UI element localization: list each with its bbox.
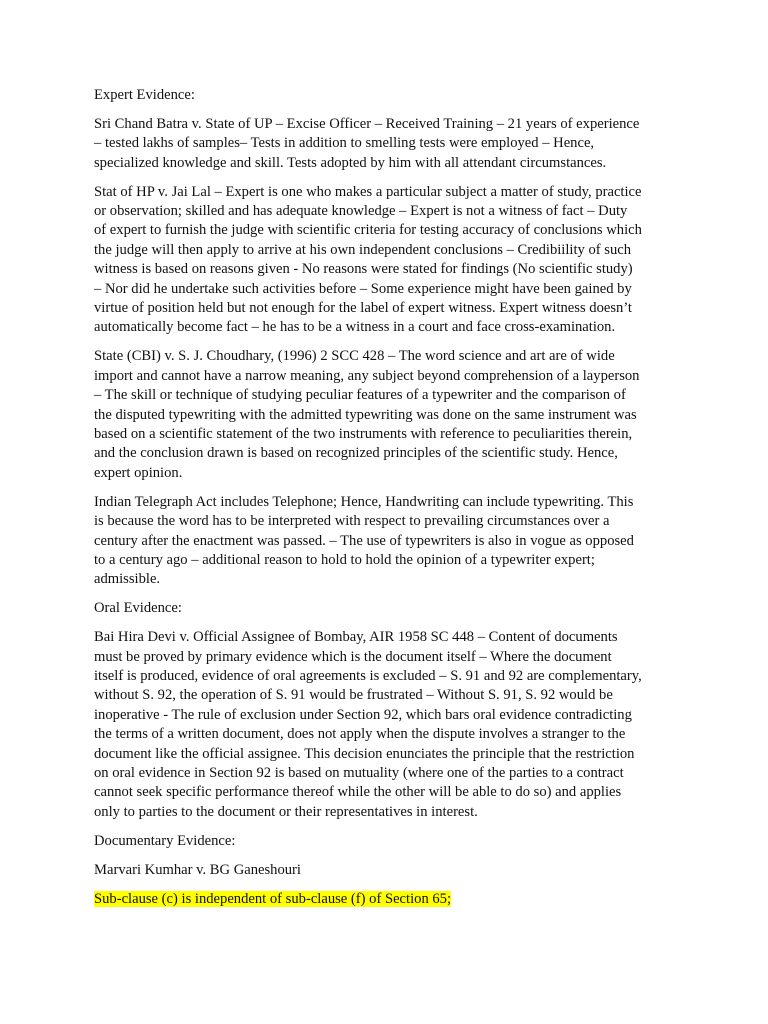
text-line: Expert Evidence:: [94, 87, 195, 103]
text-line: the judge will then apply to arrive at his own independent conclusions – Credibiility of such: [94, 241, 632, 258]
text-line: itself is produced, evidence of oral agreements is excluded – S. 91 and 92 are complementary,: [94, 667, 642, 684]
text-line: – Nor did he undertake such activities before – Some experience might have been gained by: [94, 280, 632, 297]
text-line: import and cannot have a narrow meaning, any subject beyond comprehension of a layperson: [94, 367, 640, 384]
text-line: Bai Hira Devi v. Official Assignee of Bombay, AIR 1958 SC 448 – Content of documents: [94, 629, 618, 646]
text-line: must be proved by primary evidence which is the document itself – Where the document: [94, 648, 612, 665]
text-line: automatically become fact – he has to be a witness in a court and face cross-examination.: [94, 319, 616, 336]
para-state-cbi-choudhary: [94, 347, 684, 483]
document-page: [94, 86, 684, 918]
text-line: specialized knowledge and skill. Tests adopted by him with all attendant circumstances.: [94, 154, 607, 171]
text-line: Documentary Evidence:: [94, 832, 236, 849]
text-line: is because the word has to be interpreted with respect to prevailing circumstances over a: [94, 513, 610, 530]
text-line: century after the enactment was passed. – The use of typewriters is also in vogue as opposed: [94, 532, 634, 549]
text-line: to a century ago – additional reason to hold to hold the opinion of a typewriter expert;: [94, 551, 595, 568]
text-line: [94, 890, 684, 909]
para-bai-hira-devi: [94, 628, 684, 822]
text-line: Sri Chand Batra v. State of UP – Excise Officer – Received Training – 21 years of experience: [94, 115, 640, 132]
text-line: without S. 92, the operation of S. 91 would be frustrated – Without S. 91, S. 92 would be: [94, 687, 613, 704]
text-line: Oral Evidence:: [94, 600, 182, 617]
text-line: cannot seek specific performance thereof while the other will be able to do so) and applies: [94, 784, 622, 801]
text-line: or observation; skilled and has adequate knowledge – Expert is not a witness of fact – Duty: [94, 203, 628, 220]
para-stat-of-hp-jai-lal: [94, 183, 684, 338]
text-line: document like the official assignee. This decision enunciates the principle that the restriction: [94, 745, 635, 762]
text-line: and the conclusion drawn is based on recognized principles of the scientific study. Hence,: [94, 445, 618, 462]
para-sri-chand-batra: [94, 115, 684, 173]
text-line: Stat of HP v. Jai Lal – Expert is one who makes a particular subject a matter of study, practice: [94, 183, 642, 200]
highlighted-text: Sub-clause (c) is independent of sub-clause (f) of Section 65;: [94, 890, 452, 907]
text-line: only to parties to the document or their representatives in interest.: [94, 803, 478, 820]
text-line: State (CBI) v. S. J. Choudhary, (1996) 2 SCC 428 – The word science and art are of wide: [94, 348, 615, 365]
heading-expert-evidence: [94, 86, 684, 105]
text-line: admissible.: [94, 571, 161, 588]
text-line: the terms of a written document, does not apply when the dispute involves a stranger to the: [94, 726, 626, 743]
heading-documentary-evidence: [94, 832, 684, 851]
para-marvari-kumhar: [94, 861, 684, 880]
text-line: on oral evidence in Section 92 is based on mutuality (where one of the parties to a contract: [94, 765, 624, 781]
text-line: inoperative - The rule of exclusion under Section 92, which bars oral evidence contradicting: [94, 706, 632, 723]
text-line: expert opinion.: [94, 464, 183, 481]
text-line: Marvari Kumhar v. BG Ganeshouri: [94, 861, 301, 878]
text-line: – The skill or technique of studying peculiar features of a typewriter and the comparison of: [94, 387, 626, 404]
para-sub-clause-highlighted: [94, 890, 684, 909]
text-line: – tested lakhs of samples– Tests in addition to smelling tests were employed – Hence,: [94, 135, 595, 152]
heading-oral-evidence: [94, 599, 684, 618]
text-line: of expert to furnish the judge with scientific criteria for testing accuracy of conclusions which: [94, 222, 642, 239]
para-indian-telegraph-act: [94, 493, 684, 590]
text-line: based on a scientific statement of the two instruments with reference to peculiarities therein,: [94, 426, 633, 442]
text-line: Indian Telegraph Act includes Telephone; Hence, Handwriting can include typewriting. This: [94, 493, 634, 510]
text-line: witness is based on reasons given - No reasons were stated for findings (No scientific study): [94, 261, 633, 278]
text-line: the disputed typewriting with the admitted typewriting was done on the same instrument was: [94, 406, 637, 423]
text-line: virtue of position held but not enough for the label of expert witness. Expert witness doesn’t: [94, 300, 632, 317]
